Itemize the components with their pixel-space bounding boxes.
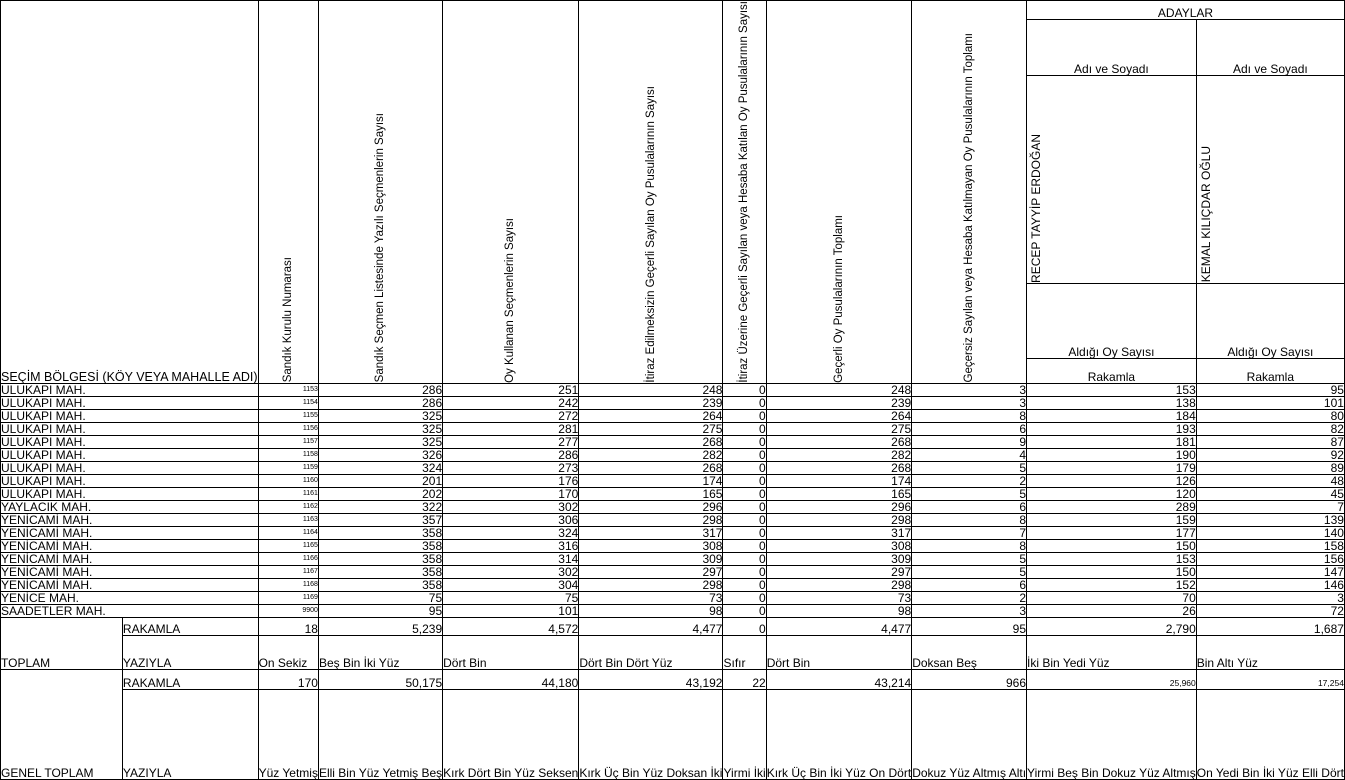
cell-voted: 273 <box>443 461 579 474</box>
region-name: YENİCAMİ MAH. <box>1 578 259 591</box>
cell-voted: 272 <box>443 409 579 422</box>
cell-c1: 138 <box>1027 396 1197 409</box>
cell-valid: 239 <box>579 396 723 409</box>
cell-valid: 297 <box>579 565 723 578</box>
cell-reg: 358 <box>318 565 442 578</box>
cell-total_valid: 298 <box>766 578 912 591</box>
cell-reg: 95 <box>318 604 442 617</box>
grand-total-words-value: Elli Bin Yüz Yetmiş Beş <box>318 689 442 779</box>
cell-voted: 281 <box>443 422 579 435</box>
candidate2-name-text: KEMAL KILIÇDAR OĞLU <box>1198 146 1213 283</box>
grand-total-words-value: Kırk Üç Bin İki Yüz On Dört <box>766 689 912 779</box>
region-name: YENİCAMİ MAH. <box>1 513 259 526</box>
cell-invalid: 5 <box>912 487 1027 500</box>
total-words-value: Bin Altı Yüz <box>1196 635 1344 669</box>
cell-c2: 3 <box>1196 591 1344 604</box>
total-words-label: YAZIYLA <box>122 635 258 669</box>
cell-c2: 82 <box>1196 422 1344 435</box>
cell-total_valid: 174 <box>766 474 912 487</box>
cell-invalid: 6 <box>912 578 1027 591</box>
cell-valid: 317 <box>579 526 723 539</box>
table-row <box>1 500 1345 513</box>
ballot-box-no: 1162 <box>258 500 318 513</box>
ballot-box-no: 1164 <box>258 526 318 539</box>
cell-valid: 296 <box>579 500 723 513</box>
cell-invalid: 6 <box>912 500 1027 513</box>
ballot-box-no: 1168 <box>258 578 318 591</box>
cell-valid: 309 <box>579 552 723 565</box>
grand-total-digits-value: 44,180 <box>443 669 579 689</box>
total-digits-value: 4,572 <box>443 617 579 635</box>
cell-c1: 190 <box>1027 448 1197 461</box>
cell-total_valid: 165 <box>766 487 912 500</box>
candidate2-digits-label: Rakamla <box>1196 358 1344 383</box>
cell-voted: 242 <box>443 396 579 409</box>
cell-invalid: 2 <box>912 474 1027 487</box>
cell-voted: 75 <box>443 591 579 604</box>
table-row <box>1 383 1345 396</box>
region-name: ULUKAPI MAH. <box>1 396 259 409</box>
table-row <box>1 396 1345 409</box>
total-digits-value: 5,239 <box>318 617 442 635</box>
cell-c1: 193 <box>1027 422 1197 435</box>
cell-c1: 177 <box>1027 526 1197 539</box>
cell-c2: 146 <box>1196 578 1344 591</box>
cell-voted: 101 <box>443 604 579 617</box>
cell-objected: 0 <box>723 461 766 474</box>
region-name: ULUKAPI MAH. <box>1 409 259 422</box>
cell-voted: 304 <box>443 578 579 591</box>
voters-header <box>443 1 579 384</box>
candidate1-name <box>1027 75 1197 283</box>
grand-total-digits-value: 43,214 <box>766 669 912 689</box>
total-label: TOPLAM <box>1 617 123 669</box>
cell-c1: 289 <box>1027 500 1197 513</box>
cell-total_valid: 268 <box>766 461 912 474</box>
region-name: YENİCAMİ MAH. <box>1 552 259 565</box>
cell-invalid: 3 <box>912 396 1027 409</box>
table-row <box>1 604 1345 617</box>
cell-c2: 139 <box>1196 513 1344 526</box>
cell-invalid: 6 <box>912 422 1027 435</box>
region-name: ULUKAPI MAH. <box>1 422 259 435</box>
cell-invalid: 8 <box>912 513 1027 526</box>
cell-total_valid: 317 <box>766 526 912 539</box>
cell-total_valid: 282 <box>766 448 912 461</box>
grand-total-words-label: YAZIYLA <box>122 689 258 779</box>
cell-valid: 275 <box>579 422 723 435</box>
cell-c2: 80 <box>1196 409 1344 422</box>
cell-c1: 179 <box>1027 461 1197 474</box>
cell-total_valid: 73 <box>766 591 912 604</box>
candidate1-name-label: Adı ve Soyadı <box>1027 20 1197 75</box>
cell-voted: 324 <box>443 526 579 539</box>
candidate2-name-label: Adı ve Soyadı <box>1196 20 1344 75</box>
total-digits-value: 4,477 <box>579 617 723 635</box>
cell-valid: 282 <box>579 448 723 461</box>
ballot-box-no: 1165 <box>258 539 318 552</box>
cell-invalid: 7 <box>912 526 1027 539</box>
cell-valid: 298 <box>579 578 723 591</box>
cell-voted: 314 <box>443 552 579 565</box>
cell-reg: 286 <box>318 383 442 396</box>
grand-total-digits-value: 17,254 <box>1196 669 1344 689</box>
cell-valid: 98 <box>579 604 723 617</box>
grand-total-words-value: Kırk Üç Bin Yüz Doksan İki <box>579 689 723 779</box>
cell-c1: 153 <box>1027 552 1197 565</box>
ballot-box-no: 1156 <box>258 422 318 435</box>
cell-total_valid: 239 <box>766 396 912 409</box>
total-valid-header-text: Geçerli Oy Pusulalarının Toplamı <box>832 214 845 383</box>
candidates-header: ADAYLAR <box>1027 1 1345 20</box>
region-name: ULUKAPI MAH. <box>1 435 259 448</box>
invalid-header-text: Geçersiz Sayılan veya Hesaba Katılmayan Oy Pusulalarının Toplamı <box>962 33 975 383</box>
total-words-value: İki Bin Yedi Yüz <box>1027 635 1197 669</box>
total-digits-label: RAKAMLA <box>122 617 258 635</box>
grand-total-words-value: Yüz Yetmiş <box>258 689 318 779</box>
total-words-value: Doksan Beş <box>912 635 1027 669</box>
cell-reg: 325 <box>318 409 442 422</box>
cell-valid: 73 <box>579 591 723 604</box>
table-row <box>1 409 1345 422</box>
table-row <box>1 422 1345 435</box>
cell-objected: 0 <box>723 435 766 448</box>
table-row <box>1 487 1345 500</box>
ballot-box-no-header <box>258 1 318 384</box>
grand-total-digits-value: 170 <box>258 669 318 689</box>
table-row <box>1 539 1345 552</box>
cell-reg: 201 <box>318 474 442 487</box>
cell-objected: 0 <box>723 578 766 591</box>
cell-c2: 101 <box>1196 396 1344 409</box>
ballot-box-no: 1160 <box>258 474 318 487</box>
total-words-value: Sıfır <box>723 635 766 669</box>
grand-total-words-value: Kırk Dört Bin Yüz Seksen <box>443 689 579 779</box>
cell-total_valid: 98 <box>766 604 912 617</box>
cell-c1: 181 <box>1027 435 1197 448</box>
cell-c1: 152 <box>1027 578 1197 591</box>
ballot-box-no: 1167 <box>258 565 318 578</box>
ballot-box-no: 1157 <box>258 435 318 448</box>
candidate1-name-text: RECEP TAYYİP ERDOĞAN <box>1029 133 1044 283</box>
cell-objected: 0 <box>723 552 766 565</box>
ballot-box-no: 1154 <box>258 396 318 409</box>
cell-objected: 0 <box>723 448 766 461</box>
cell-total_valid: 309 <box>766 552 912 565</box>
cell-voted: 170 <box>443 487 579 500</box>
cell-objected: 0 <box>723 474 766 487</box>
cell-c2: 87 <box>1196 435 1344 448</box>
region-name: YENİCAMİ MAH. <box>1 539 259 552</box>
ballot-box-no: 1163 <box>258 513 318 526</box>
cell-c2: 147 <box>1196 565 1344 578</box>
grand-total-words-value: Yirmi İki <box>723 689 766 779</box>
cell-c2: 95 <box>1196 383 1344 396</box>
cell-reg: 202 <box>318 487 442 500</box>
ballot-box-no: 1155 <box>258 409 318 422</box>
grand-total-digits-value: 22 <box>723 669 766 689</box>
cell-c2: 48 <box>1196 474 1344 487</box>
cell-total_valid: 275 <box>766 422 912 435</box>
table-row <box>1 513 1345 526</box>
total-digits-value: 2,790 <box>1027 617 1197 635</box>
cell-reg: 324 <box>318 461 442 474</box>
cell-reg: 322 <box>318 500 442 513</box>
grand-total-label: GENEL TOPLAM <box>1 669 123 779</box>
total-words-value: Dört Bin Dört Yüz <box>579 635 723 669</box>
total-words-value: Dört Bin <box>766 635 912 669</box>
cell-voted: 176 <box>443 474 579 487</box>
region-name: ULUKAPI MAH. <box>1 487 259 500</box>
cell-reg: 325 <box>318 422 442 435</box>
region-name: YENİCAMİ MAH. <box>1 565 259 578</box>
total-digits-value: 95 <box>912 617 1027 635</box>
cell-c2: 158 <box>1196 539 1344 552</box>
total-digits-value: 4,477 <box>766 617 912 635</box>
total-words-value: Beş Bin İki Yüz <box>318 635 442 669</box>
cell-valid: 264 <box>579 409 723 422</box>
cell-valid: 268 <box>579 461 723 474</box>
cell-reg: 357 <box>318 513 442 526</box>
cell-reg: 358 <box>318 526 442 539</box>
region-name: ULUKAPI MAH. <box>1 474 259 487</box>
cell-invalid: 2 <box>912 591 1027 604</box>
ballot-box-no: 9900 <box>258 604 318 617</box>
cell-objected: 0 <box>723 422 766 435</box>
region-name: SAADETLER MAH. <box>1 604 259 617</box>
cell-reg: 358 <box>318 552 442 565</box>
cell-total_valid: 248 <box>766 383 912 396</box>
cell-voted: 306 <box>443 513 579 526</box>
table-row <box>1 448 1345 461</box>
candidate2-votes-label: Aldığı Oy Sayısı <box>1196 283 1344 358</box>
cell-objected: 0 <box>723 591 766 604</box>
cell-valid: 174 <box>579 474 723 487</box>
cell-voted: 316 <box>443 539 579 552</box>
grand-total-digits-label: RAKAMLA <box>122 669 258 689</box>
cell-objected: 0 <box>723 513 766 526</box>
cell-reg: 326 <box>318 448 442 461</box>
region-name: ULUKAPI MAH. <box>1 383 259 396</box>
cell-valid: 248 <box>579 383 723 396</box>
grand-total-digits-value: 966 <box>912 669 1027 689</box>
cell-invalid: 5 <box>912 461 1027 474</box>
cell-c2: 92 <box>1196 448 1344 461</box>
cell-total_valid: 297 <box>766 565 912 578</box>
cell-valid: 165 <box>579 487 723 500</box>
ballot-box-no: 1153 <box>258 383 318 396</box>
cell-invalid: 4 <box>912 448 1027 461</box>
objected-valid-header <box>723 1 766 384</box>
cell-c1: 159 <box>1027 513 1197 526</box>
ballot-box-no: 1166 <box>258 552 318 565</box>
ballot-box-no: 1169 <box>258 591 318 604</box>
cell-voted: 251 <box>443 383 579 396</box>
region-name: YENİCE MAH. <box>1 591 259 604</box>
total-words-value: Dört Bin <box>443 635 579 669</box>
cell-reg: 286 <box>318 396 442 409</box>
total-digits-value: 18 <box>258 617 318 635</box>
grand-total-digits-value: 25,960 <box>1027 669 1197 689</box>
table-row <box>1 591 1345 604</box>
valid-unobjected-header-text: İtiraz Edilmeksizin Geçerli Sayılan Oy Pusulalarının Sayısı <box>644 86 657 383</box>
cell-voted: 302 <box>443 565 579 578</box>
ballot-box-no-header-text: Sandık Kurulu Numarası <box>282 257 295 383</box>
cell-objected: 0 <box>723 565 766 578</box>
cell-total_valid: 268 <box>766 435 912 448</box>
cell-objected: 0 <box>723 487 766 500</box>
cell-c2: 7 <box>1196 500 1344 513</box>
cell-voted: 302 <box>443 500 579 513</box>
cell-c1: 153 <box>1027 383 1197 396</box>
registered-voters-header <box>318 1 442 384</box>
ballot-box-no: 1158 <box>258 448 318 461</box>
cell-invalid: 9 <box>912 435 1027 448</box>
region-name: YAYLACIK MAH. <box>1 500 259 513</box>
cell-c2: 72 <box>1196 604 1344 617</box>
registered-voters-header-text: Sandık Seçmen Listesinde Yazılı Seçmenlerin Sayısı <box>374 113 387 383</box>
cell-c2: 140 <box>1196 526 1344 539</box>
total-digits-value: 0 <box>723 617 766 635</box>
table-row <box>1 461 1345 474</box>
total-words-value: On Sekiz <box>258 635 318 669</box>
cell-invalid: 3 <box>912 604 1027 617</box>
grand-total-digits-value: 50,175 <box>318 669 442 689</box>
total-valid-header <box>766 1 912 384</box>
cell-total_valid: 308 <box>766 539 912 552</box>
cell-c1: 26 <box>1027 604 1197 617</box>
cell-valid: 308 <box>579 539 723 552</box>
valid-unobjected-header <box>579 1 723 384</box>
total-digits-value: 1,687 <box>1196 617 1344 635</box>
cell-total_valid: 298 <box>766 513 912 526</box>
cell-reg: 358 <box>318 539 442 552</box>
region-name: ULUKAPI MAH. <box>1 448 259 461</box>
candidate1-digits-label: Rakamla <box>1027 358 1197 383</box>
region-name: YENİCAMİ MAH. <box>1 526 259 539</box>
region-header: SEÇİM BÖLGESİ (KÖY VEYA MAHALLE ADI) <box>1 1 259 384</box>
table-row <box>1 474 1345 487</box>
cell-objected: 0 <box>723 409 766 422</box>
cell-objected: 0 <box>723 526 766 539</box>
invalid-header <box>912 1 1027 384</box>
grand-total-words-value: Yirmi Beş Bin Dokuz Yüz Altmış <box>1027 689 1197 779</box>
cell-total_valid: 264 <box>766 409 912 422</box>
grand-total-words-value: Dokuz Yüz Altmış Altı <box>912 689 1027 779</box>
candidate1-votes-label: Aldığı Oy Sayısı <box>1027 283 1197 358</box>
cell-objected: 0 <box>723 396 766 409</box>
cell-c2: 156 <box>1196 552 1344 565</box>
cell-c1: 70 <box>1027 591 1197 604</box>
cell-c1: 150 <box>1027 539 1197 552</box>
cell-objected: 0 <box>723 383 766 396</box>
cell-reg: 358 <box>318 578 442 591</box>
cell-invalid: 5 <box>912 565 1027 578</box>
table-row <box>1 565 1345 578</box>
cell-c2: 45 <box>1196 487 1344 500</box>
cell-c1: 150 <box>1027 565 1197 578</box>
cell-objected: 0 <box>723 539 766 552</box>
cell-voted: 286 <box>443 448 579 461</box>
cell-c1: 184 <box>1027 409 1197 422</box>
candidate2-name <box>1196 75 1344 283</box>
cell-valid: 298 <box>579 513 723 526</box>
cell-voted: 277 <box>443 435 579 448</box>
table-row <box>1 552 1345 565</box>
cell-reg: 75 <box>318 591 442 604</box>
ballot-box-no: 1161 <box>258 487 318 500</box>
cell-valid: 268 <box>579 435 723 448</box>
cell-reg: 325 <box>318 435 442 448</box>
cell-objected: 0 <box>723 604 766 617</box>
cell-objected: 0 <box>723 500 766 513</box>
cell-invalid: 8 <box>912 409 1027 422</box>
objected-valid-header-text: İtiraz Üzerine Geçerli Sayılan veya Hesaba Katılan Oy Pusulalarının Sayısı <box>738 1 751 383</box>
grand-total-words-value: On Yedi Bin İki Yüz Elli Dört <box>1196 689 1344 779</box>
cell-c1: 126 <box>1027 474 1197 487</box>
table-row <box>1 435 1345 448</box>
table-row <box>1 526 1345 539</box>
cell-c2: 89 <box>1196 461 1344 474</box>
grand-total-digits-value: 43,192 <box>579 669 723 689</box>
region-name: ULUKAPI MAH. <box>1 461 259 474</box>
cell-c1: 120 <box>1027 487 1197 500</box>
cell-invalid: 5 <box>912 552 1027 565</box>
cell-invalid: 3 <box>912 383 1027 396</box>
voters-header-text: Oy Kullanan Seçmenlerin Sayısı <box>504 217 517 383</box>
cell-total_valid: 296 <box>766 500 912 513</box>
ballot-box-no: 1159 <box>258 461 318 474</box>
cell-invalid: 8 <box>912 539 1027 552</box>
table-row <box>1 578 1345 591</box>
